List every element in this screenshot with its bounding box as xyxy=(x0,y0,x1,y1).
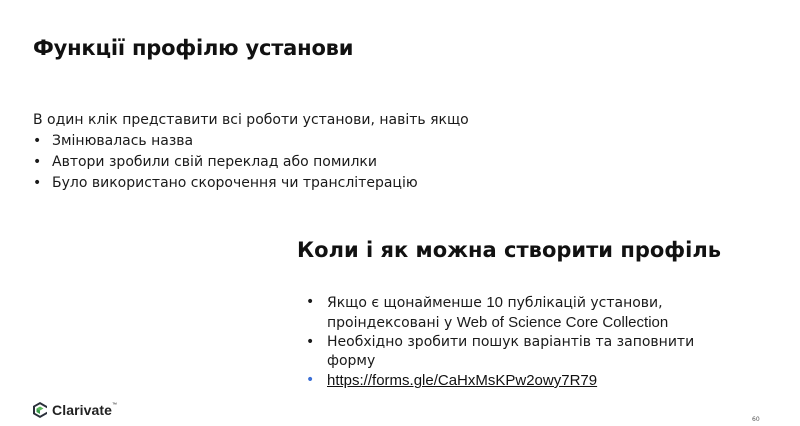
clarivate-logo-text xyxy=(52,402,117,418)
form-link[interactable]: https://forms.gle/CaHxMsKPw2owy7R79 xyxy=(327,372,598,389)
intro-list xyxy=(33,131,469,194)
howto-item-form: • Необхідно зробити пошук варіантів та заповнити форму xyxy=(306,333,746,371)
intro-bullet-translation: • Автори зробили свій переклад або помилки xyxy=(33,152,469,173)
intro-bullet-name-changed: • Змінювалась назва xyxy=(33,131,469,152)
intro-bullet-abbreviation: • Було використано скорочення чи транслітерацію xyxy=(33,173,469,194)
logo-name: Clarivate xyxy=(52,402,113,418)
wos-collection-name: Web of Science Core Collection xyxy=(456,314,669,331)
intro-block xyxy=(33,110,469,194)
clarivate-logo-icon xyxy=(33,402,47,418)
section-title: Коли і як можна створити профіль xyxy=(297,238,721,262)
item1-count: 10 xyxy=(486,294,503,311)
howto-list xyxy=(306,293,746,391)
intro-lead: В один клік представити всі роботи установи, навіть якщо xyxy=(33,112,469,128)
clarivate-logo xyxy=(33,400,117,420)
page-number: 60 xyxy=(752,416,760,423)
howto-item-publications xyxy=(306,293,746,333)
item1-text-b: публікацій установи, проіндексовані у xyxy=(327,295,663,331)
slide-title: Функції профілю установи xyxy=(33,36,354,60)
logo-tm: ™ xyxy=(112,402,118,408)
howto-block xyxy=(306,293,746,391)
howto-item-link xyxy=(306,371,746,391)
item1-text-a: Якщо є щонайменше xyxy=(327,295,487,311)
